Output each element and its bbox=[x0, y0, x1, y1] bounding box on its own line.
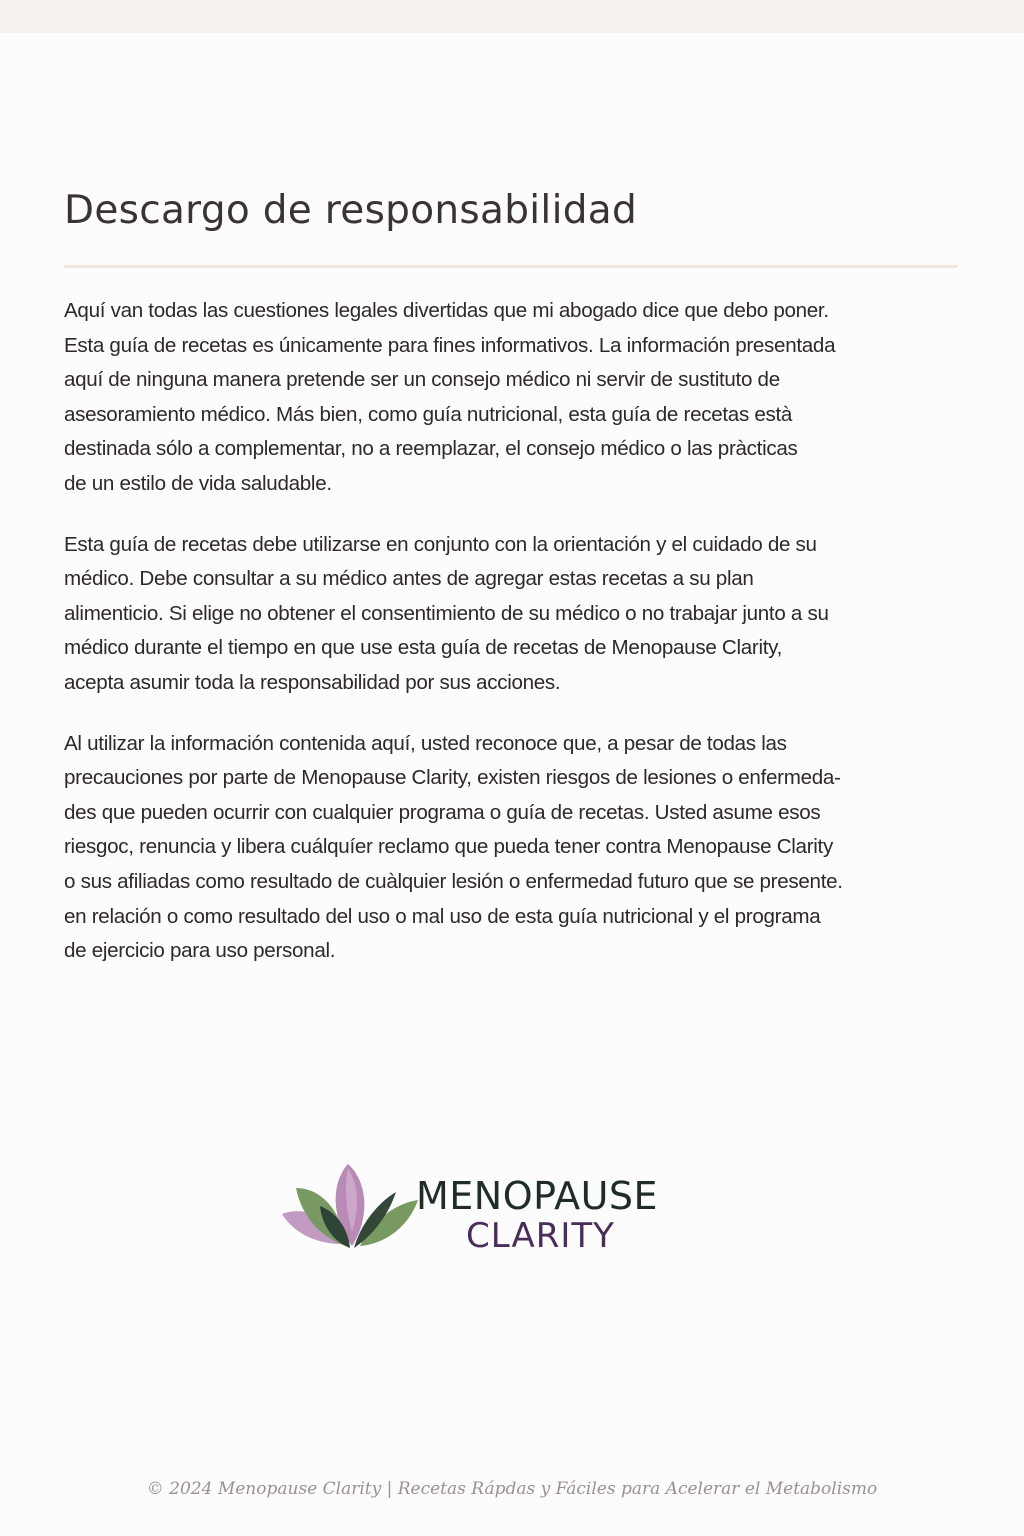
text-line: Aquí van todas las cuestiones legales divertidas que mi abogado dice que debo poner. bbox=[64, 299, 829, 322]
page-footer: © 2024 Menopause Clarity | Recetas Rápdas y Fáciles para Acelerar el Metabolismo bbox=[146, 1479, 878, 1499]
text-line: des que pueden ocurrir con cualquier programa o guía de recetas. Usted asume esos bbox=[64, 800, 821, 824]
top-band bbox=[0, 0, 1024, 33]
text-line: aquí de ninguna manera pretende ser un consejo médico ni servir de sustituto de bbox=[64, 368, 780, 392]
text-line: asesoramiento médico. Más bien, como guía nutricional, esta guía de recetas està bbox=[64, 402, 793, 426]
logo-wordmark-line1: MENOPAUSE bbox=[416, 1174, 659, 1218]
text-line: precauciones por parte de Menopause Clarity, existen riesgos de lesiones o enfermeda- bbox=[64, 766, 841, 790]
text-line: Esta guía de recetas debe utilizarse en conjunto con la orientación y el cuidado de su bbox=[64, 532, 817, 556]
text-line: de ejercicio para uso personal. bbox=[64, 939, 336, 963]
text-line: médico. Debe consultar a su médico antes de agregar estas recetas a su plan bbox=[64, 567, 754, 591]
paragraph-3 bbox=[64, 727, 974, 969]
paragraph-1 bbox=[64, 294, 974, 502]
text-line: Esta guía de recetas es únicamente para fines informativos. La información presentada bbox=[64, 333, 836, 357]
text-line: riesgoc, renuncia y libera cuálquíer reclamo que pueda tener contra Menopause Clarity bbox=[64, 835, 833, 859]
lotus-icon bbox=[280, 1162, 420, 1252]
text-line: acepta asumir toda la responsabilidad por sus acciones. bbox=[64, 670, 561, 694]
paragraph-2 bbox=[64, 528, 974, 701]
text-line: de un estilo de vida saludable. bbox=[64, 471, 332, 495]
brand-logo bbox=[280, 1162, 720, 1262]
text-line: destinada sólo a complementar, no a reemplazar, el consejo médico o las pràcticas bbox=[64, 437, 798, 461]
text-line: o sus afiliadas como resultado de cuàlquier lesión o enfermedad futuro que se presente. bbox=[64, 869, 843, 893]
disclaimer-body bbox=[64, 294, 974, 995]
text-line: en relación o como resultado del uso o mal uso de esta guía nutricional y el programa bbox=[64, 904, 821, 928]
text-line: Al utilizar la información contenida aquí, usted reconoce que, a pesar de todas las bbox=[64, 731, 787, 755]
page-title: Descargo de responsabilidad bbox=[64, 188, 638, 233]
text-line: médico durante el tiempo en que use esta guía de recetas de Menopause Clarity, bbox=[64, 636, 783, 660]
title-divider bbox=[64, 265, 958, 268]
logo-wordmark-line2: CLARITY bbox=[466, 1216, 615, 1256]
text-line: alimenticio. Si elige no obtener el consentimiento de su médico o no trabajar junto a su bbox=[64, 601, 829, 625]
